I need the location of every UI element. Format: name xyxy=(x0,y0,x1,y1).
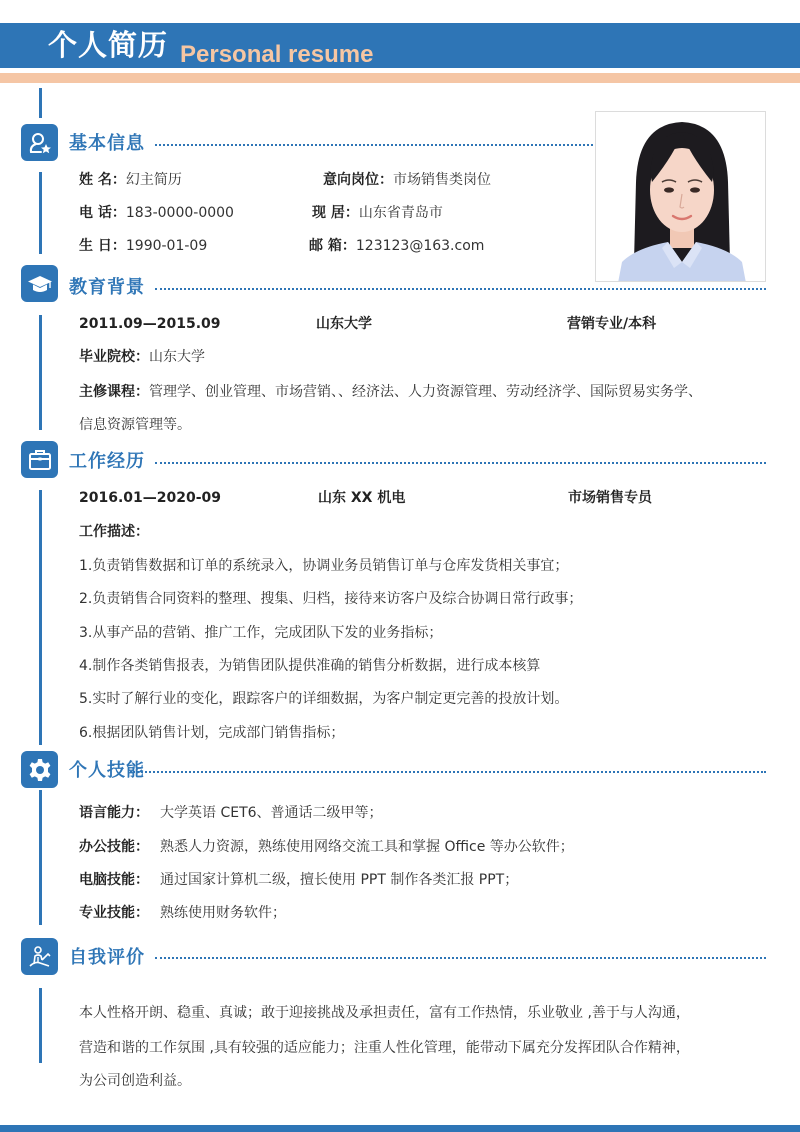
field-label: 姓 名： xyxy=(79,172,126,188)
section-title-work: 工作经历 xyxy=(69,451,145,472)
field-label: 生 日： xyxy=(79,238,126,254)
timeline-line xyxy=(39,790,42,925)
section-title-skills: 个人技能 xyxy=(69,760,145,781)
page-subtitle: Personal resume xyxy=(180,41,374,68)
work-item: 6.根据团队销售计划，完成部门销售指标； xyxy=(79,725,345,741)
work-item: 4.制作各类销售报表，为销售团队提供准确的销售分析数据，进行成本核算 xyxy=(79,658,541,674)
self-eval-line: 本人性格开朗、稳重、真诚；敢于迎接挑战及承担责任，富有工作热情，乐业敬业 ,善于与人沟通， xyxy=(79,1005,690,1021)
education-period: 2011.09—2015.09 xyxy=(79,316,221,332)
work-item: 1.负责销售数据和订单的系统录入，协调业务员销售订单与仓库发货相关事宜； xyxy=(79,558,569,574)
skill-computer xyxy=(79,871,518,889)
field-label: 邮 箱： xyxy=(309,238,356,254)
field-value: 1990-01-09 xyxy=(125,238,208,254)
section-divider xyxy=(155,288,766,290)
field-value: 183-0000-0000 xyxy=(125,205,234,221)
education-section-icon xyxy=(21,265,58,302)
skill-language xyxy=(79,804,383,822)
field-target-position xyxy=(323,171,491,189)
self-eval-line: 营造和谐的工作氛围 ,具有较强的适应能力；注重人性化管理，能带动下属充分发挥团队合作精神， xyxy=(79,1040,690,1056)
footer-band xyxy=(0,1125,800,1132)
portrait-photo-icon xyxy=(596,112,766,282)
work-item: 3.从事产品的营销、推广工作，完成团队下发的业务指标； xyxy=(79,625,443,641)
field-value: 123123@163.com xyxy=(355,238,485,254)
work-period: 2016.01—2020-09 xyxy=(79,490,222,506)
graduation-cap-icon xyxy=(27,271,53,297)
work-company: 山东 XX 机电 xyxy=(318,490,406,506)
courses-label: 主修课程： xyxy=(79,384,149,400)
work-item: 5.实时了解行业的变化，跟踪客户的详细数据，为客户制定更完善的投放计划。 xyxy=(79,691,569,707)
skill-value: 通过国家计算机二级，擅长使用 PPT 制作各类汇报 PPT； xyxy=(160,872,519,888)
graduate-label: 毕业院校： xyxy=(79,349,149,365)
graduate-value: 山东大学 xyxy=(149,349,205,365)
section-divider xyxy=(155,957,766,959)
person-writing-icon xyxy=(27,944,53,970)
education-courses xyxy=(79,383,702,401)
work-desc-label: 工作描述： xyxy=(79,524,149,540)
education-graduate xyxy=(79,348,205,366)
work-section-icon xyxy=(21,441,58,478)
field-name xyxy=(79,171,182,189)
skill-professional xyxy=(79,904,286,922)
profile-photo xyxy=(595,111,766,282)
work-position: 市场销售专员 xyxy=(568,490,652,506)
timeline-line xyxy=(39,490,42,745)
field-birthday xyxy=(79,237,207,255)
section-title-basic-info: 基本信息 xyxy=(69,133,145,154)
briefcase-icon xyxy=(27,447,53,473)
field-residence xyxy=(312,204,443,222)
skill-office xyxy=(79,838,574,856)
page-title: 个人简历 xyxy=(48,28,169,62)
education-school: 山东大学 xyxy=(316,316,372,332)
self-eval-section-icon xyxy=(21,938,58,975)
timeline-line xyxy=(39,988,42,1063)
accent-band xyxy=(0,73,800,83)
education-major: 营销专业/本科 xyxy=(567,316,657,332)
field-label: 电 话： xyxy=(79,205,126,221)
field-label: 意向岗位： xyxy=(323,172,393,188)
self-eval-line: 为公司创造利益。 xyxy=(79,1073,191,1089)
basic-info-section-icon xyxy=(21,124,58,161)
education-courses-cont: 信息资源管理等。 xyxy=(79,417,191,433)
field-value: 山东省青岛市 xyxy=(358,205,443,221)
gear-icon xyxy=(27,757,53,783)
skill-value: 熟悉人力资源，熟练使用网络交流工具和掌握 Office 等办公软件； xyxy=(160,839,574,855)
skill-label: 办公技能： xyxy=(79,839,149,855)
timeline-line xyxy=(39,172,42,254)
timeline-line xyxy=(39,88,42,118)
field-value: 幻主简历 xyxy=(125,172,182,188)
work-item: 2.负责销售合同资料的整理、搜集、归档，接待来访客户及综合协调日常行政事； xyxy=(79,591,583,607)
section-divider xyxy=(130,771,766,773)
user-star-icon xyxy=(27,130,53,156)
field-value: 市场销售类岗位 xyxy=(393,172,491,188)
field-phone xyxy=(79,204,234,222)
skills-section-icon xyxy=(21,751,58,788)
section-title-self-eval: 自我评价 xyxy=(69,947,145,968)
field-email xyxy=(309,237,484,255)
section-divider xyxy=(155,462,766,464)
skill-label: 专业技能： xyxy=(79,905,149,921)
skill-value: 大学英语 CET6、普通话二级甲等； xyxy=(160,805,383,821)
courses-value: 管理学、创业管理、市场营销、、经济法、人力资源管理、劳动经济学、国际贸易实务学、 xyxy=(149,384,702,400)
skill-value: 熟练使用财务软件； xyxy=(160,905,286,921)
field-label: 现 居： xyxy=(312,205,359,221)
section-divider xyxy=(155,144,593,146)
skill-label: 电脑技能： xyxy=(79,872,149,888)
timeline-line xyxy=(39,315,42,430)
skill-label: 语言能力： xyxy=(79,805,149,821)
section-title-education: 教育背景 xyxy=(69,277,145,298)
